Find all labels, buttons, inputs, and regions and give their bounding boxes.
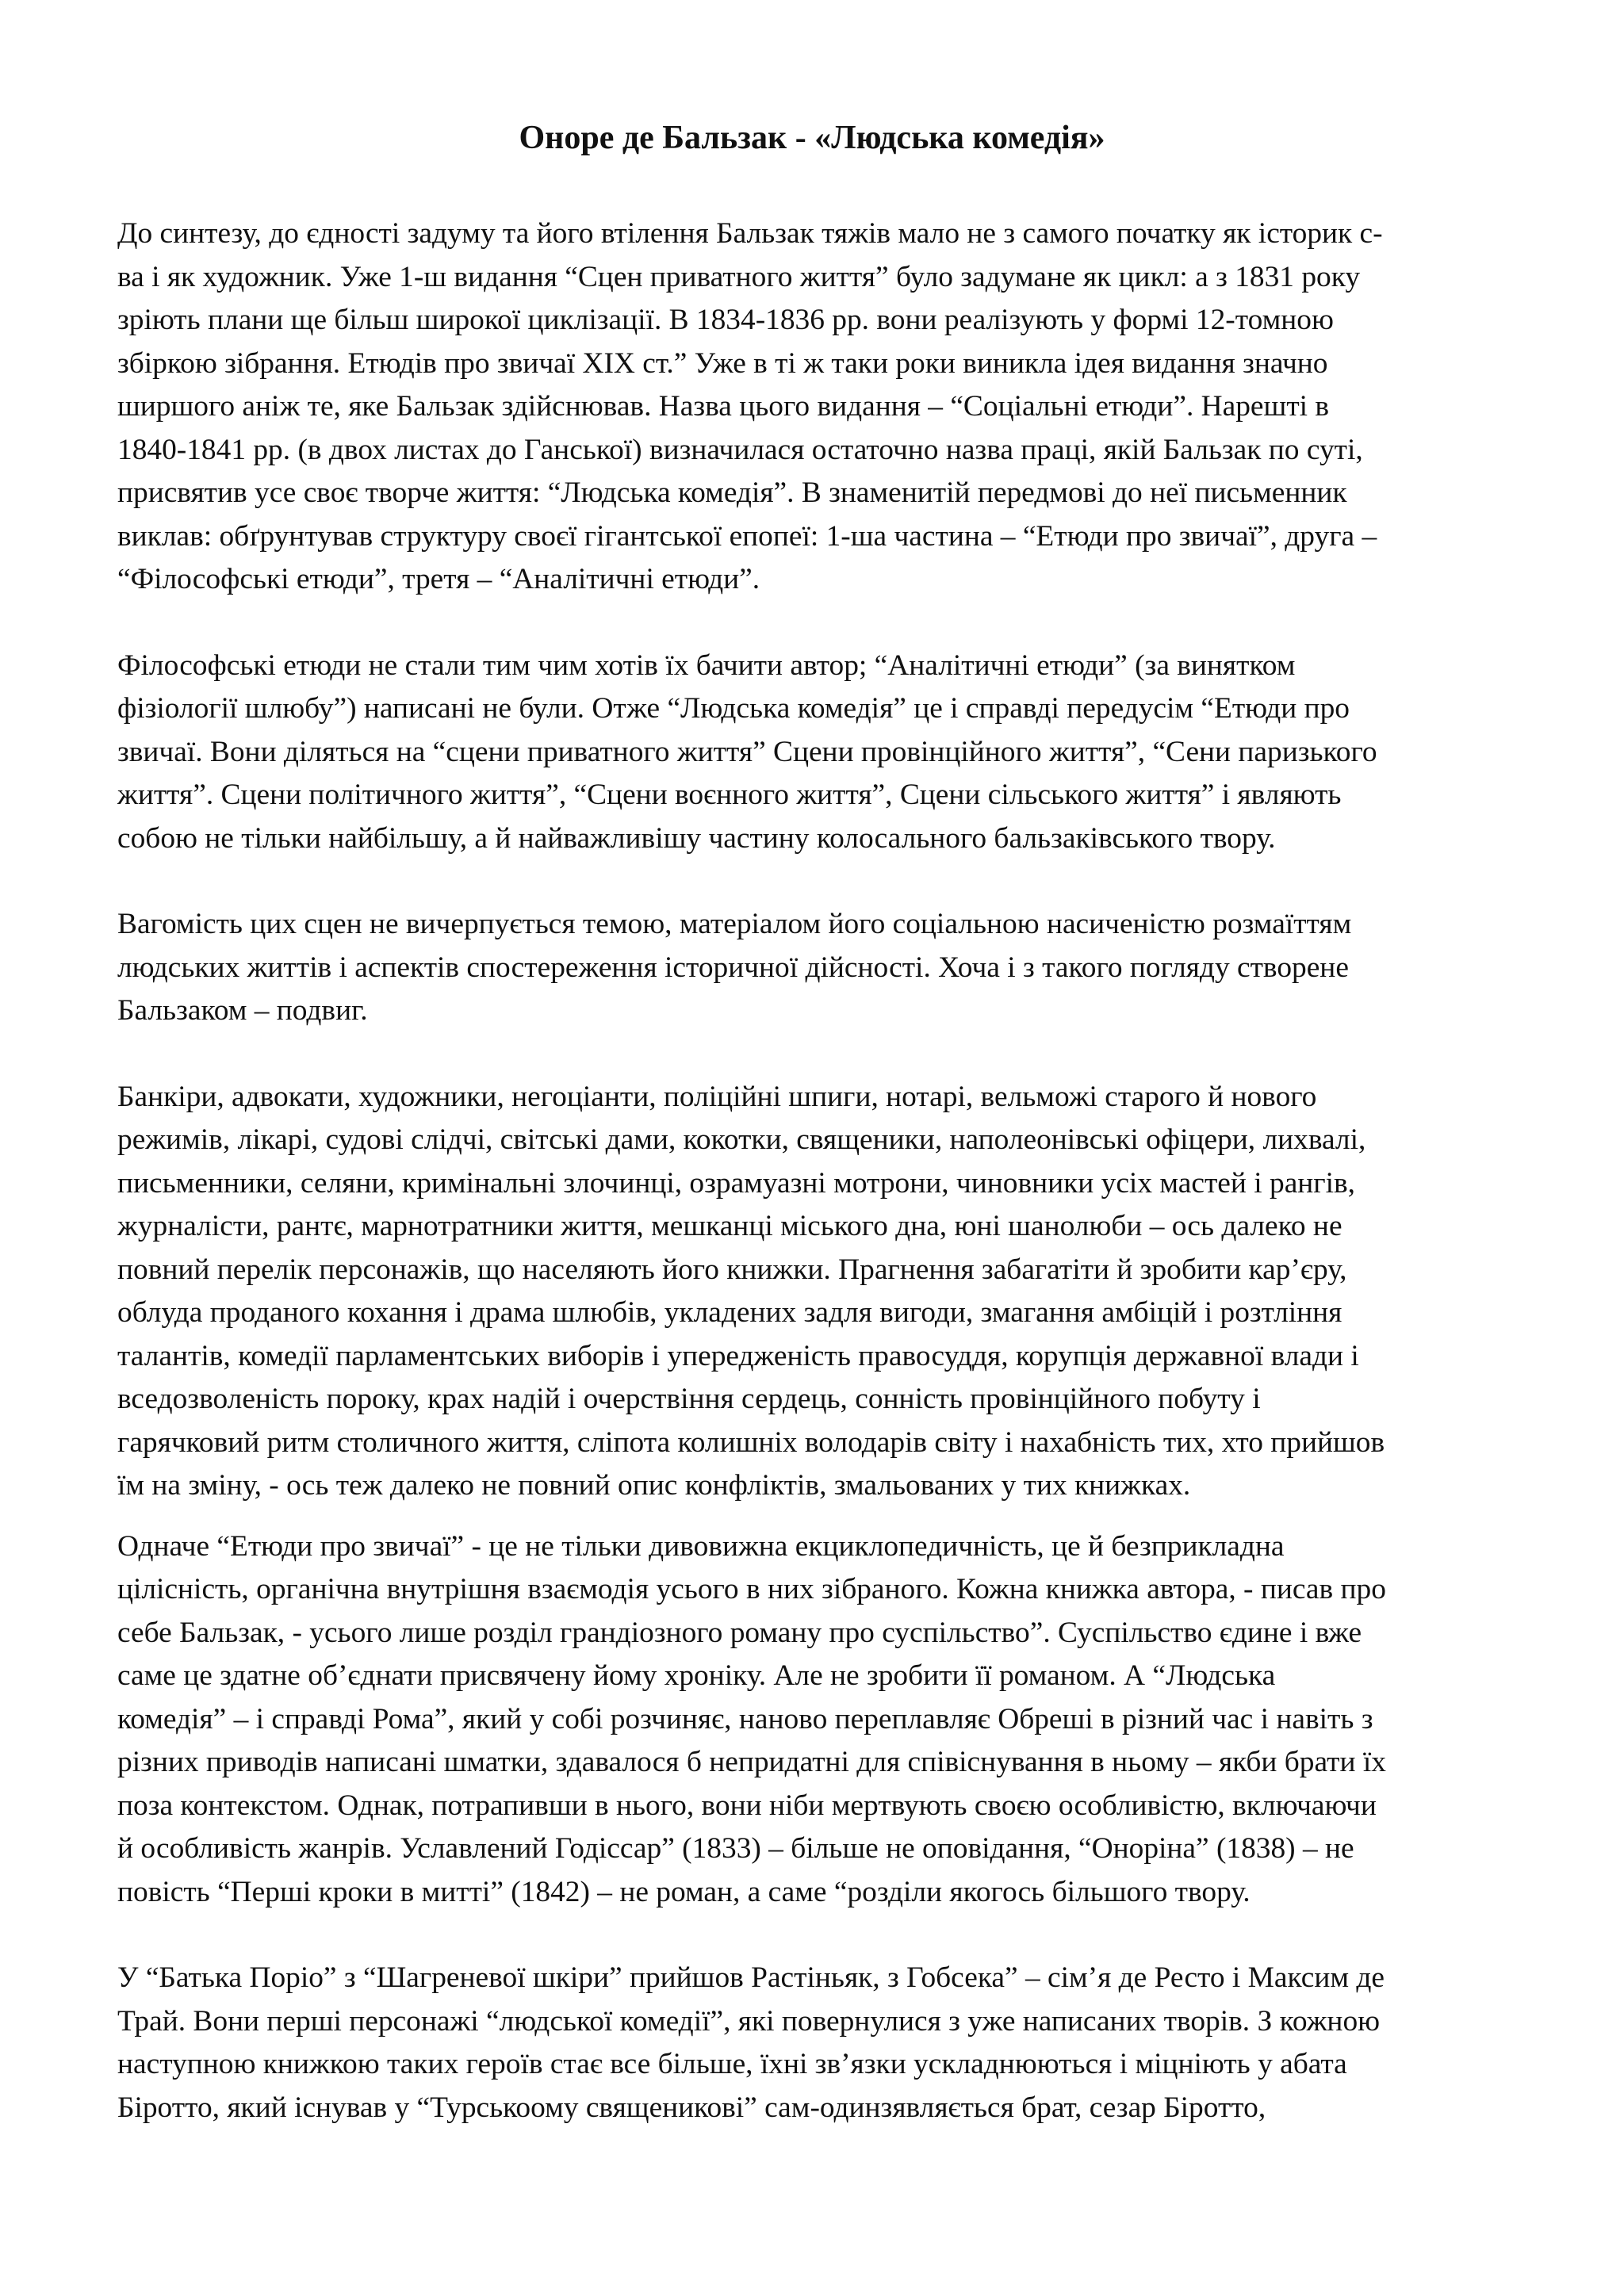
text-line: Банкіри, адвокати, художники, негоціанти, поліційні шпиги, нотарі, вельможі старого й нового [117, 1080, 1317, 1113]
text-line: Трай. Вони перші персонажі “людської комедії”, які повернулися з уже написаних творів. З кожною [117, 2004, 1381, 2038]
text-line: й особливість жанрів. Уславлений Годіссар” (1833) – більше не оповідання, “Оноріна” (1838) – не [117, 1832, 1354, 1865]
text-line: поза контекстом. Однак, потрапивши в нього, вони ніби мертвують своєю особливістю, включаючи [117, 1789, 1377, 1822]
paragraph-6 [117, 1957, 1537, 2130]
paragraph-3 [117, 903, 1537, 1033]
document-title: Оноре де Бальзак - «Людська комедія» [519, 120, 1105, 156]
text-line: повний перелік персонажів, що населяють його книжки. Прагнення забагатіти й зробити кар’єру, [117, 1253, 1347, 1286]
text-line: талантів, комедії парламентських виборів і упередженість правосуддя, корупція державної влади і [117, 1339, 1359, 1372]
document-body [117, 212, 1537, 2130]
text-line: виклав: обґрунтував структуру своєї гігантської епопеї: 1-ша частина – “Етюди про звичаї”, друга – [117, 519, 1377, 553]
text-line: 1840-1841 рр. (в двох листах до Ганської) визначилася остаточно назва праці, якій Бальзак по суті, [117, 433, 1363, 466]
text-line: облуда проданого кохання і драма шлюбів, укладених задля вигоди, змагання амбіцій і розтління [117, 1296, 1342, 1329]
paragraph-5 [117, 1525, 1537, 1915]
text-line: комедія” – і справді Рома”, який у собі розчиняє, наново переплавляє Обреші в різний час і навіть з [117, 1702, 1373, 1735]
text-line: Біротто, який існував у “Турськоому священикові” сам-одинзявляється брат, сезар Біротто, [117, 2091, 1266, 2124]
paragraph-1 [117, 212, 1537, 602]
paragraph-2 [117, 645, 1537, 861]
text-line: життя”. Сцени політичного життя”, “Сцени воєнного життя”, Сцени сільського життя” і являють [117, 779, 1342, 811]
text-line: різних приводів написані шматки, здавалося б непридатні для співіснування в ньому – якби брати їх [117, 1746, 1386, 1778]
text-line: Бальзаком – подвиг. [117, 994, 368, 1027]
text-line: У “Батька Поріо” з “Шагреневої шкіри” прийшов Растіньяк, з Гобсека” – сім’я де Ресто і Максим де [117, 1961, 1385, 1994]
text-line: цілісність, органічна внутрішня взаємодія усього в них зібраного. Кожна книжка автора, - писав про [117, 1573, 1386, 1605]
text-line: збіркою зібрання. Етюдів про звичаї XIX ст.” Уже в ті ж таки роки виникла ідея видання значно [117, 346, 1328, 380]
text-line: зріють плани ще більш широкої циклізації. В 1834-1836 рр. вони реалізують у формі 12-томною [117, 304, 1334, 336]
text-line: ширшого аніж те, яке Бальзак здійснював. Назва цього видання – “Соціальні етюди”. Нарешті в [117, 390, 1330, 423]
paragraph-4 [117, 1076, 1537, 1508]
text-line: вседозволеність пороку, крах надій і очерствіння сердець, сонність провінційного побуту і [117, 1383, 1261, 1415]
text-line: гарячковий ритм столичного життя, сліпота колишніх володарів світу і нахабність тих, хто прийшов [117, 1425, 1385, 1459]
text-line: журналісти, рантє, марнотратники життя, мешканці міського дна, юні шанолюби – ось далеко не [117, 1210, 1342, 1242]
text-line: саме це здатне об’єднати присвячену йому хроніку. Але не зробити її романом. А “Людська [117, 1659, 1276, 1692]
text-line: До синтезу, до єдності задуму та його втілення Бальзак тяжів мало не з самого початку як історик с- [117, 217, 1383, 250]
text-line: звичаї. Вони діляться на “сцени приватного життя” Сцени провінційного життя”, “Сени паризького [117, 735, 1377, 768]
text-line: Одначе “Етюди про звичаї” - це не тільки дивовижна екциклопедичність, це й безприкладна [117, 1529, 1285, 1563]
text-line: присвятив усе своє творче життя: “Людська комедія”. В знаменитій передмові до неї письменник [117, 476, 1347, 509]
text-line: собою не тільки найбільшу, а й найважливішу частину колосального бальзаківського твору. [117, 821, 1276, 855]
text-line: письменники, селяни, кримінальні злочинці, озрамуазні мотрони, чиновники усіх мастей і рангів, [117, 1166, 1356, 1200]
text-line: фізіології шлюбу”) написані не були. Отже “Людська комедія” це і справді передусім “Етюди про [117, 692, 1350, 725]
text-line: людських життів і аспектів спостереження історичної дійсності. Хоча і з такого погляду створене [117, 951, 1349, 984]
text-line: ва і як художник. Уже 1-ш видання “Сцен приватного життя” було задумане як цикл: а з 1831 року [117, 260, 1361, 293]
text-line: Вагомість цих сцен не вичерпується темою, матеріалом його соціальною насиченістю розмаїттям [117, 908, 1352, 940]
text-line: повість “Перші кроки в митті” (1842) – не роман, а саме “розділи якогось більшого твору. [117, 1875, 1251, 1908]
text-line: режимів, лікарі, судові слідчі, світські дами, кокотки, священики, наполеонівські офіцери, лихвалі, [117, 1123, 1366, 1156]
text-line: себе Бальзак, - усього лише розділ грандіозного роману про суспільство”. Суспільство єдине і вже [117, 1616, 1362, 1649]
text-line: наступною книжкою таких героїв стає все більше, їхні зв’язки ускладнюються і міцніють у абата [117, 2048, 1347, 2080]
text-line: “Філософські етюди”, третя – “Аналітичні етюди”. [117, 563, 760, 595]
text-line: їм на зміну, - ось теж далеко не повний опис конфліктів, змальованих у тих книжках. [117, 1469, 1191, 1502]
text-line: Філософські етюди не стали тим чим хотів їх бачити автор; “Аналітичні етюди” (за винятком [117, 649, 1296, 682]
